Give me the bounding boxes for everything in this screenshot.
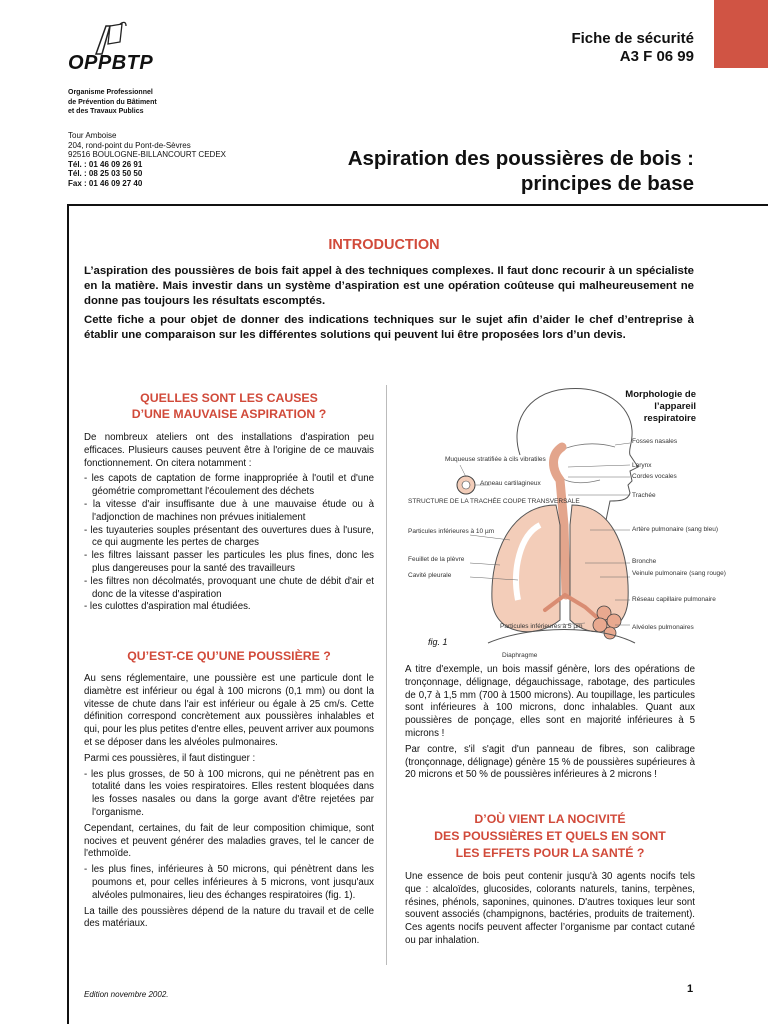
causes-item: - les culottes d'aspiration mal étudiées.: [84, 601, 251, 613]
left-lung: [492, 505, 560, 632]
dust-item: - les plus fines, inférieures à 50 microns, qui pénètrent dans les poumons et, pour celles inférieures à 5 microns, vont jusqu'aux alvéoles pulmonaires, lieu des échanges respiratoires (fig. 1).: [84, 864, 374, 901]
address-block: [68, 131, 248, 188]
causes-heading-line-1: QUELLES SONT LES CAUSES: [140, 391, 318, 405]
fax: Fax : 01 46 09 27 40: [68, 178, 143, 188]
figure-title-line-2: l’appareil: [654, 401, 696, 412]
fiche-reference: [571, 30, 694, 66]
noxious-heading-line-2: DES POUSSIÈRES ET QUELS EN SONT: [434, 829, 666, 843]
noxious-body: [405, 871, 695, 951]
causes-heading: [84, 390, 374, 422]
dust-item: - les plus grosses, de 50 à 100 microns, qui ne pénètrent pas en totalité dans les voies respiratoires. Elles restent bloquées dans les fosses nasales ou dans la gorge avant d'être rejetées par l'organisme.: [84, 768, 374, 818]
label-artere: Artère pulmonaire (sang bleu): [632, 526, 718, 533]
dust-paragraph-2: Parmi ces poussières, il faut distinguer :: [84, 752, 256, 764]
column-divider: [386, 385, 387, 965]
org-line-2: de Prévention du Bâtiment: [68, 98, 157, 106]
figure-title-line-3: respiratoire: [643, 413, 696, 424]
label-trachee: Trachée: [632, 492, 656, 499]
causes-item: - la vitesse d'air insuffisante due à une mauvaise étude ou à l'adjonction de machines non prévues initialement: [84, 498, 374, 523]
address-line-2: 204, rond-point du Pont-de-Sèvres: [68, 140, 191, 150]
intro-paragraph-1: L’aspiration des poussières de bois fait appel à des techniques complexes. Il faut donc recourir à un spécialiste en la matière. Mais investir dans un système d’aspiration est une opération coûteuse qui malheureusement ne donne pas toujours les résultats escomptés.: [84, 265, 694, 307]
causes-intro: De nombreux ateliers ont des installations d'aspiration peu efficaces. Plusieurs causes peuvent être à l'origine de ce mauvais fonctionnement. On citera notamment :: [84, 432, 374, 469]
address-line-1: Tour Amboise: [68, 131, 117, 140]
figure-title-line-1: Morphologie de: [625, 389, 696, 400]
dust-heading: QU’EST-CE QU’UNE POUSSIÈRE ?: [127, 649, 331, 663]
dust-list-1: [84, 769, 374, 820]
logo-text: OPPBTP: [68, 52, 154, 74]
noxious-heading-line-1: D’OÙ VIENT LA NOCIVITÉ: [474, 812, 626, 826]
organization-name: [68, 88, 188, 117]
label-reseau: Réseau capillaire pulmonaire: [632, 596, 716, 603]
label-feuillet: Feuillet de la plèvre: [408, 556, 465, 563]
phone-1: Tél. : 01 46 09 26 91: [68, 159, 143, 169]
org-line-3: et des Travaux Publics: [68, 108, 144, 115]
frame-horizontal-rule: [67, 204, 768, 206]
page-number: 1: [687, 983, 694, 995]
label-veinule: Veinule pulmonaire (sang rouge): [632, 570, 726, 577]
label-alveoles: Alvéoles pulmonaires: [632, 624, 694, 631]
dust-body: [84, 673, 374, 934]
page-title: [348, 146, 694, 196]
causes-item: - les tuyauteries souples présentant des ouvertures dues à l'usure, ce qui augmente les pertes de charges: [84, 524, 374, 549]
label-fosses: Fosses nasales: [632, 438, 678, 445]
label-particules-5: Particules inférieures à 5 µm: [500, 623, 583, 630]
trachea-cross-section: [457, 476, 475, 494]
intro-paragraph-2: Cette fiche a pour objet de donner des indications techniques sur le sujet afin d’aider le chef d’entreprise à établir une comparaison sur les différentes solutions qui peuvent lui être proposées lors d’un devis.: [84, 314, 694, 341]
label-larynx: Larynx: [632, 462, 652, 469]
causes-list: [84, 473, 374, 614]
label-structure: STRUCTURE DE LA TRACHÉE COUPE TRANSVERSALE: [408, 498, 580, 505]
fiche-label: Fiche de sécurité: [571, 30, 694, 47]
corner-accent-block: [714, 0, 768, 68]
causes-item: - les filtres non décolmatés, provoquant une chute de débit d'air et donc de la vitesse d'aspiration: [84, 575, 374, 600]
causes-heading-line-2: D’UNE MAUVAISE ASPIRATION ?: [131, 407, 327, 421]
noxious-heading: [405, 811, 695, 862]
edition-note: Edition novembre 2002.: [84, 990, 169, 999]
dust-paragraph-4: La taille des poussières dépend de la nature du travail et de celle des matériaux.: [84, 905, 374, 930]
dust-paragraph-1: Au sens réglementaire, une poussière est une particule dont le diamètre est inférieur ou égal à 100 microns (0,1 mm) ou dont la vitesse de chute dans l'air est inférieur ou égale à 25 cm/s. Cette définition correspond concrètement aux poussières inhalables et qui, pour les plus petites d'entre elles, peuvent arriver aux poumons et se déposer dans les alvéoles pulmonaires.: [84, 673, 374, 748]
phone-2: Tél. : 08 25 03 50 50: [68, 169, 143, 178]
label-bronche: Bronche: [632, 558, 657, 565]
dust-paragraph-3: Cependant, certaines, du fait de leur composition chimique, sont nocives et peuvent générer des maladies graves, tel le cancer de l'ethmoïde.: [84, 822, 374, 860]
intro-heading: INTRODUCTION: [328, 237, 440, 253]
example-paragraph-1: A titre d'exemple, un bois massif génère, lors des opérations de tronçonnage, délignage, dégauchissage, rabotage, des particules de 0,7 à 1,5 mm (700 à 1500 microns). Au toupillage, les particules sont inférieures à 100 microns, donc inhalables. Quant aux poussières de ponçage, elles sont en majorité inférieures à 5 microns !: [405, 664, 695, 739]
org-line-1: Organisme Professionnel: [68, 89, 153, 96]
fiche-code: A3 F 06 99: [619, 48, 694, 65]
respiratory-diagram: [400, 385, 726, 660]
label-particules-10: Particules inférieures à 10 µm: [408, 528, 495, 535]
example-paragraph-2: Par contre, s'il s'agit d'un panneau de fibres, son calibrage (tronçonnage, délignage) génère 15 % de poussières supérieures à 20 microns et 50 % de poussières inférieures à 2 microns !: [405, 743, 695, 781]
figure-caption: fig. 1: [428, 637, 448, 647]
frame-vertical-rule: [67, 204, 69, 1024]
causes-item: - les filtres laissant passer les particules les plus fines, donc les plus dangereuses pour la santé des travailleurs: [84, 550, 374, 574]
title-line-2: principes de base: [520, 172, 694, 195]
label-muqueuse: Muqueuse stratifiée à cils vibratiles: [445, 456, 546, 463]
figure-title: [590, 389, 696, 425]
address-line-3: 92516 BOULOGNE-BILLANCOURT CEDEX: [68, 150, 226, 159]
noxious-paragraph-1: Une essence de bois peut contenir jusqu'à 30 agents nocifs tels que : alcaloïdes, glucosides, colorants naturels, tanins, terpènes, résines, phénols, saponines, quinones. D'autres toxiques leur sont souvent associés (champignons, bactéries, produits de traitement). Ces agents nocifs peuvent affecter l’organisme par contact cutané ou par inhalation.: [405, 871, 695, 946]
label-cavite: Cavité pleurale: [408, 572, 452, 579]
title-line-1: Aspiration des poussières de bois :: [347, 147, 694, 170]
label-anneau: Anneau cartilagineux: [480, 480, 541, 487]
noxious-heading-line-3: LES EFFETS POUR LA SANTÉ ?: [455, 846, 645, 860]
dust-list-2: [84, 864, 374, 902]
logo-mark-icon: [92, 20, 142, 56]
causes-body: [84, 432, 374, 617]
example-body: [405, 664, 695, 785]
label-diaphragme: Diaphragme: [502, 652, 538, 659]
causes-item: - les capots de captation de forme inappropriée à l'outil et d'une géométrie compromettant l'écoulement des déchets: [84, 473, 374, 498]
label-cordes: Cordes vocales: [632, 473, 677, 480]
